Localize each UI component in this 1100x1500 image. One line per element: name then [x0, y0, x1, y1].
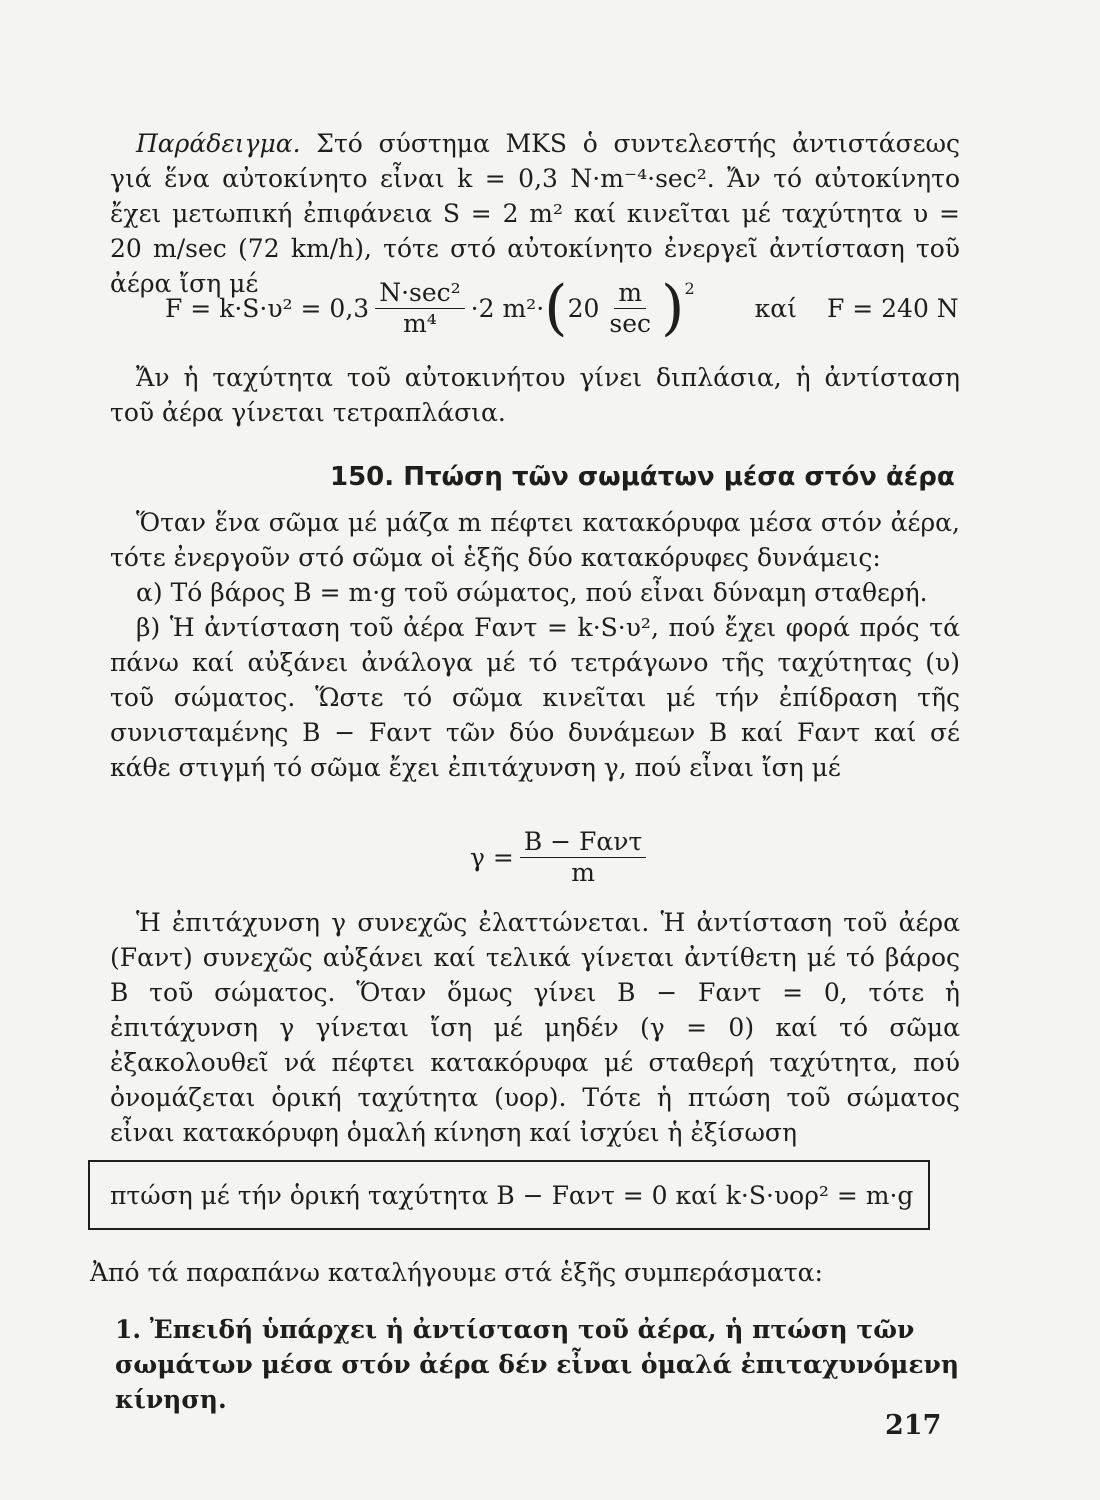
eq1-unit-numerator: m	[614, 278, 646, 309]
double-speed-text: Ἄν ἡ ταχύτητα τοῦ αὐτοκινήτου γίνει διπλάσια, ἡ ἀντίσταση τοῦ ἀέρα γίνεται τετραπλάσια.	[110, 363, 960, 427]
eq1-lhs: F = k·S·υ² = 0,3	[165, 293, 370, 323]
conclusion-1-text: 1. Ἐπειδή ὑπάρχει ἡ ἀντίσταση τοῦ ἀέρα, ἡ πτώση τῶν σωμάτων μέσα στόν ἀέρα δέν εἶναι ὁμαλά ἐπιταχυνόμενη κίνηση.	[115, 1315, 960, 1414]
item-b: β) Ἡ ἀντίσταση τοῦ ἀέρα Fαντ = k·S·υ², πού ἔχει φορά πρός τά πάνω καί αὐξάνει ἀνάλογα μέ τό τετράγωνο τῆς ταχύτητας (υ) τοῦ σώματος. Ὥστε τό σῶμα κινεῖται μέ τήν ἐπίδραση τῆς συνισταμένης B − Fαντ τῶν δύο δυνάμεων B καί Fαντ καί σέ κάθε στιγμή τό σῶμα ἔχει ἐπιτάχυνση γ, πού εἶναι ἴση μέ	[110, 613, 960, 782]
show-through-text	[120, 100, 126, 124]
gamma-numerator: B − Fαντ	[520, 827, 646, 858]
eq1-mid: ·2 m²·	[470, 293, 545, 323]
conclusion-1	[115, 1312, 960, 1417]
conclusions-text: Ἀπό τά παραπάνω καταλήγουμε στά ἑξῆς συμπεράσματα:	[90, 1258, 823, 1287]
intro-text: Στό σύστημα MKS ὁ συντελεστής ἀντιστάσεως γιά ἕνα αὐτοκίνητο εἶναι k = 0,3 N·m⁻⁴·sec². Ἄν τό αὐτοκίνητο ἔχει μετωπική ἐπιφάνεια S = 2 m² καί κινεῖται μέ ταχύτητα υ = 20 m/sec (72 km/h), τότε στό αὐτοκίνητο ἐνεργεῖ ἀντίσταση τοῦ ἀέρα ἴση μέ	[110, 129, 960, 298]
item-a: α) Τό βάρος B = m·g τοῦ σώματος, πού εἶναι δύναμη σταθερή.	[136, 578, 928, 607]
gamma-denominator: m	[571, 857, 595, 887]
eq1-unit-denominator: sec	[609, 308, 652, 338]
fall-text: Ὅταν ἕνα σῶμα μέ μάζα m πέφτει κατακόρυφα μέσα στόν ἀέρα, τότε ἐνεργοῦν στό σῶμα οἱ ἑξῆς δύο κατακόρυφες δυνάμεις:	[110, 508, 960, 572]
gamma-equation	[470, 822, 670, 892]
page-number: 217	[885, 1410, 942, 1441]
equation-resistance	[165, 268, 965, 348]
eq1-exponent: 2	[684, 278, 695, 298]
gamma-lhs: γ =	[470, 842, 514, 872]
right-paren: )	[661, 273, 685, 343]
boxed-equation: πτώση μέ τήν ὁρική ταχύτητα B − Fαντ = 0 καί k·S·υορ² = m·g	[88, 1160, 930, 1230]
eq1-fraction	[375, 278, 464, 339]
left-paren: (	[544, 273, 568, 343]
double-speed-paragraph	[110, 360, 960, 430]
conclusions-intro	[90, 1255, 970, 1290]
eq1-kai: καί	[754, 293, 797, 323]
section-heading: 150. Πτώση τῶν σωμάτων μέσα στόν ἀέρα	[330, 462, 955, 492]
eq1-denominator: m⁴	[403, 308, 437, 338]
fall-paragraph	[110, 505, 960, 785]
example-label: Παράδειγμα.	[136, 129, 301, 158]
eq1-result: F = 240 N	[826, 293, 959, 323]
gamma-text: Ἡ ἐπιτάχυνση γ συνεχῶς ἐλαττώνεται. Ἡ ἀντίσταση τοῦ ἀέρα (Fαντ) συνεχῶς αὐξάνει καί τελικά γίνεται ἀντίθετη μέ τό βάρος B τοῦ σώματος. Ὅταν ὅμως γίνει B − Fαντ = 0, τότε ἡ ἐπιτάχυνση γ γίνεται ἴση μέ μηδέν (γ = 0) καί τό σῶμα ἐξακολουθεῖ νά πέφτει κατακόρυφα μέ σταθερή ταχύτητα, πού ὀνομάζεται ὁρική ταχύτητα (υορ). Τότε ἡ πτώση τοῦ σώματος εἶναι κατακόρυφη ὁμαλή κίνηση καί ἰσχύει ἡ ἐξίσωση	[110, 908, 960, 1147]
eq1-numerator: N·sec²	[375, 278, 464, 309]
eq1-unit-fraction	[605, 278, 655, 339]
gamma-fraction	[520, 827, 646, 888]
gamma-paragraph	[110, 905, 960, 1150]
eq1-inner: 20	[567, 293, 600, 323]
